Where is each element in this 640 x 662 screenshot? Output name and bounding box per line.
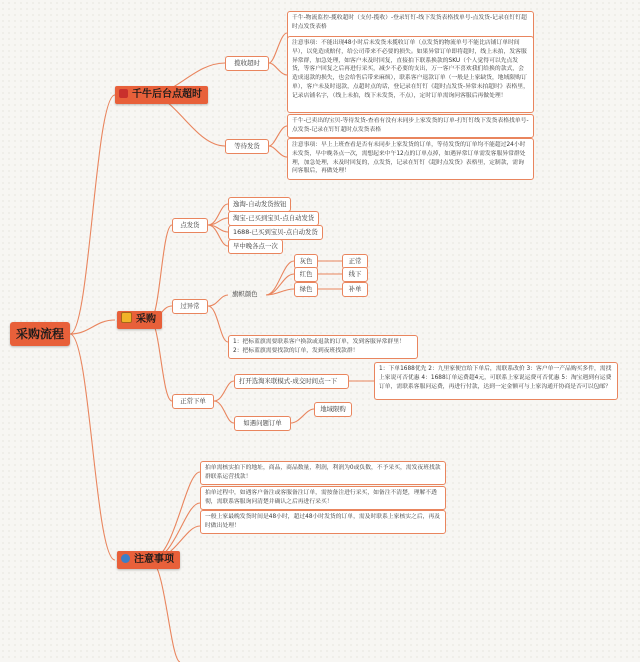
flag-red: 红色 bbox=[294, 267, 318, 282]
flag-gray: 灰色 bbox=[294, 254, 318, 269]
note-item-2: 拍单过程中，如遇客户备注或客服备注订单，需按备注进行采买，如备注不清楚，理解不透彻，需联系客服询问清楚并确认之后再进行采买！ bbox=[200, 486, 446, 510]
node-guoyichang[interactable]: 过异常 bbox=[172, 299, 208, 314]
note-item-1: 拍单需核实拍下的地址，商品，商品数量，利润，利润为0或负数，不予采买，需发夜班找款群联系运营找款！ bbox=[200, 461, 446, 485]
flag-green-meaning: 补单 bbox=[342, 282, 368, 297]
node-dianfahuo[interactable]: 点发货 bbox=[172, 218, 208, 233]
branch-process[interactable] bbox=[117, 311, 162, 329]
info-icon bbox=[121, 554, 130, 563]
open-mode: 打开选淘米联模式-成交时间点一下 bbox=[234, 374, 349, 389]
note-tixiao-warning: 注意事项：不能出现48小时后未发货未揽收订单（点发货的物流单号不能比店铺订单时间早），以免造成赔付，给公司带来不必要的损失。如果异常订单即将超时，线上未拍，发客服异常群，加急处理，如客户未及时回复，直接拍下联系换款的SKU（个人觉得可以先点发货，等客户回复之后再进行采买，减少不必要的支出，万一客户不喜欢我们给换的款式，会造成退款的损失，也会给售后带来麻烦），联系客户退款订单（一般是上家缺货，地域限购订单），客户未及时退款，点超时点的话，登记录在钉钉《超时点发货-异常未拍超时》表格里，记录店铺名字，（线上未拍，线下未发货，不点），定时订单需询问客服后再做处理！ bbox=[287, 36, 534, 113]
note-dengdai-steps: 千牛-已卖出的宝贝-等待发货-查看有没有未同步上家发货的订单-打钉钉线下发货表格找单号-点发货-记录在钉钉超时点发货表格 bbox=[287, 114, 534, 138]
problem-order[interactable]: 如遇问题订单 bbox=[234, 416, 291, 431]
list-item-dianfahuo-4: 早中晚各点一次 bbox=[228, 239, 283, 254]
region-limit: 地域限购 bbox=[314, 402, 352, 417]
node-dengdai[interactable]: 等待发货 bbox=[225, 139, 269, 154]
node-zhengchang[interactable]: 正常下单 bbox=[172, 394, 214, 409]
flag-red-meaning: 线下 bbox=[342, 267, 368, 282]
alert-icon bbox=[119, 89, 128, 98]
note-order-rules: 1：下单1688优先 2：九里家便宜给下单后，需联系改价 3：客户单一产品购买多件，需找上家说可否优惠 4：1688订单运费超4元，可联系上家说运费可否优惠 5：淘宝遇到有运费订单，需联系客服问运费，再进行付款，达到一定金额可与上家沟通开协商是否可以包邮？ bbox=[374, 362, 618, 400]
list-item-dianfahuo-1: 逸淘-自动发货按钮 bbox=[228, 197, 291, 212]
branch-notes[interactable] bbox=[117, 551, 180, 569]
branch-notes-label: 注意事项 bbox=[134, 554, 174, 565]
note-dengdai-warning: 注意事项：早上上班查看是否有未同步上家发货的订单，等待发货的订单均不能超过24小时未发货，早中晚各点一次，需想起来中午12点的订单点掉，如遇异常订单需发客服异常群处理，加急处理，未及时回复的，点发货，记录在钉钉《超时点发货》表格里，定制款，需询问客服后，再做处理！ bbox=[287, 138, 534, 180]
list-item-dianfahuo-3: 1688-已买到宝贝-点自动发货 bbox=[228, 225, 323, 240]
note-tixiao-steps: 千牛-物流监控-揽收超时（支付-揽收）-登录钉钉-线下发货表格找单号-点发货-记录在钉钉超时点发货表格 bbox=[287, 11, 534, 45]
branch-process-label: 采购 bbox=[136, 314, 156, 325]
list-item-dianfahuo-2: 淘宝-已买到宝贝-点自动发货 bbox=[228, 211, 319, 226]
flag-gray-meaning: 正常 bbox=[342, 254, 368, 269]
note-item-3: 一般上家最晚发货时间是48小时，超过48小时发货的订单，需及时联系上家核实之后，再及时做出处理！ bbox=[200, 510, 446, 534]
node-tixiao[interactable]: 揽收超时 bbox=[225, 56, 269, 71]
note-guoyichang: 1：把标蓝旗需要联系客户换款或退款的订单，发到客服异常群里！2：把标蓝旗需要找款的订单，发到夜班找款群！ bbox=[228, 335, 418, 359]
branch-timeout-label: 千牛后台点超时 bbox=[132, 89, 202, 100]
root-node[interactable]: 采购流程 bbox=[10, 322, 70, 346]
flag-color-label: 旗帜颜色 bbox=[232, 290, 258, 298]
branch-timeout[interactable] bbox=[115, 86, 208, 104]
flag-green: 绿色 bbox=[294, 282, 318, 297]
folder-icon bbox=[121, 312, 132, 323]
